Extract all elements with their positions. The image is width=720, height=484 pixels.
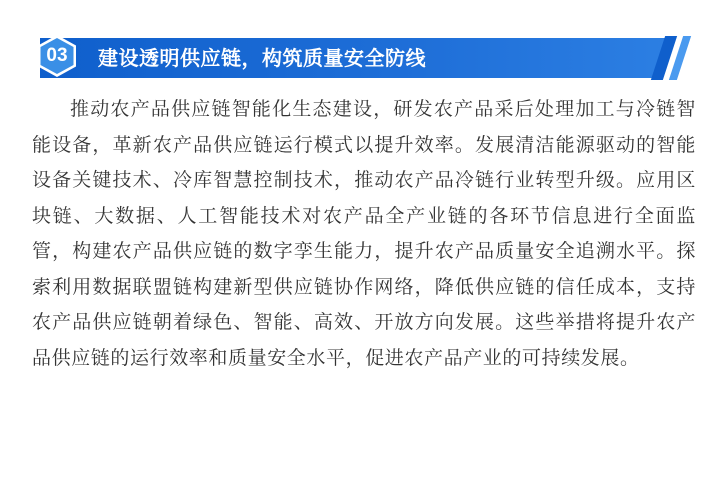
section-header [0, 0, 720, 90]
section-title: 建设透明供应链，构筑质量安全防线 [98, 46, 426, 70]
section-number-badge [35, 34, 79, 78]
body-paragraph: 推动农产品供应链智能化生态建设，研发农产品采后处理加工与冷链智能设备，革新农产品供应链运行模式以提升效率。发展清洁能源驱动的智能设备关键技术、冷库智慧控制技术，推动农产品冷链行业转型升级。应用区块链、大数据、人工智能技术对农产品全产业链的各环节信息进行全面监管，构建农产品供应链的数字孪生能力，提升农产品质量安全追溯水平。探索利用数据联盟链构建新型供应链协作网络，降低供应链的信任成本，支持农产品供应链朝着绿色、智能、高效、开放方向发展。这些举措将提升农产品供应链的运行效率和质量安全水平，促进农产品产业的可持续发展。 [32, 98, 696, 369]
section-number: 03 [46, 45, 68, 66]
